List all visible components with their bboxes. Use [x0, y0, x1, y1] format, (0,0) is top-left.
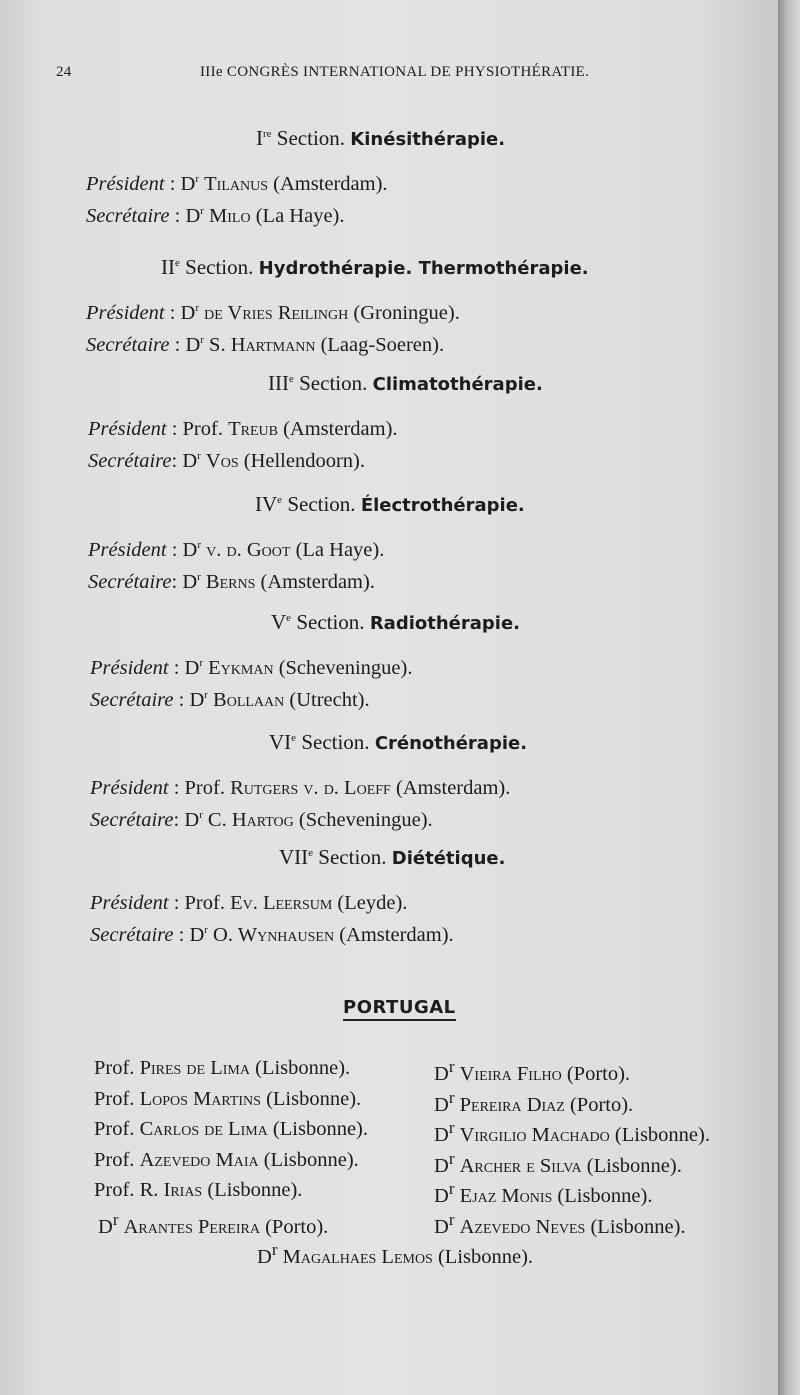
secretaire-place: (La Haye).	[255, 205, 345, 227]
president-name: Ev. Leersum	[230, 892, 333, 914]
president-title: D	[182, 539, 198, 561]
president-place: (Amsterdam).	[395, 777, 511, 799]
member-name: Ejaz Monis	[459, 1184, 553, 1207]
member-place: (Lisbonne).	[614, 1123, 710, 1146]
president-role: Président	[90, 777, 169, 799]
president-line	[86, 173, 388, 196]
member-title: D	[98, 1215, 113, 1238]
secretaire-role: Secrétaire	[90, 809, 174, 831]
member-name: Azevedo Neves	[459, 1215, 586, 1238]
secretaire-line	[90, 924, 454, 947]
president-place: (La Haye).	[295, 539, 385, 561]
member-title: Prof.	[94, 1179, 135, 1201]
president-title-sup: r	[195, 302, 200, 315]
president-title: D	[184, 657, 200, 679]
secretaire-place: (Amsterdam).	[260, 571, 375, 593]
secretaire-place: (Laag-Soeren).	[320, 334, 445, 356]
member-name: Carlos de Lima	[139, 1118, 268, 1140]
section-name: Crénothérapie.	[374, 733, 528, 754]
member-title: Prof.	[94, 1057, 135, 1079]
member-place: (Lisbonne).	[263, 1148, 359, 1171]
president-sep: :	[168, 657, 185, 679]
section-heading	[279, 845, 505, 870]
secretaire-title-sup: r	[197, 571, 201, 584]
section-name: Radiothérapie.	[369, 613, 520, 634]
section-heading	[161, 255, 589, 280]
section-heading	[256, 126, 505, 151]
member-place: (Lisbonne).	[586, 1154, 682, 1177]
page-edge-shadow	[778, 0, 800, 1395]
member-right	[434, 1118, 710, 1147]
secretaire-name: Berns	[205, 571, 256, 593]
section-name: Climatothérapie.	[372, 374, 543, 395]
member-place: (Porto).	[566, 1062, 631, 1085]
section-name: Kinésithérapie.	[350, 129, 506, 150]
secretaire-role: Secrétaire	[88, 571, 172, 593]
section-number-sup: re	[263, 128, 272, 140]
president-name: Rutgers v. d. Loeff	[230, 777, 391, 799]
secretaire-line	[90, 809, 433, 832]
country-heading: PORTUGAL	[343, 997, 456, 1021]
secretaire-sep: :	[171, 450, 183, 472]
president-name: Treub	[228, 418, 278, 440]
section-word: Section.	[301, 730, 370, 754]
section-number-sup: e	[277, 494, 283, 506]
secretaire-title-sup: r	[204, 689, 208, 702]
secretaire-title: D	[185, 334, 201, 356]
member-title-sup: r	[448, 1179, 455, 1198]
secretaire-name: C. Hartog	[207, 809, 294, 831]
president-sep: :	[168, 777, 185, 799]
section-word: Section.	[318, 845, 387, 869]
secretaire-name: O. Wynhausen	[213, 924, 335, 946]
president-title: Prof.	[182, 418, 223, 440]
secretaire-title-sup: r	[197, 450, 201, 463]
member-title-sup: r	[448, 1057, 455, 1076]
member-title: D	[434, 1093, 449, 1116]
president-place: (Amsterdam).	[273, 173, 388, 195]
president-line	[86, 302, 460, 325]
member-place: (Lisbonne).	[557, 1184, 653, 1207]
member-title-sup: r	[112, 1209, 119, 1229]
member-name: Virgilio Machado	[459, 1123, 610, 1146]
president-line	[90, 777, 510, 800]
secretaire-sep: :	[173, 924, 190, 946]
secretaire-role: Secrétaire	[90, 924, 174, 946]
section-number-sup: e	[286, 612, 292, 624]
section-word: Section.	[287, 492, 356, 516]
secretaire-title: D	[189, 924, 205, 946]
president-title: Prof.	[184, 892, 225, 914]
member-title: Prof.	[94, 1118, 135, 1140]
member-name: Lopos Martins	[139, 1087, 261, 1110]
secretaire-line	[86, 334, 444, 357]
member-right	[434, 1057, 630, 1086]
president-role: Président	[88, 418, 167, 440]
member-right	[434, 1179, 652, 1208]
section-number-sup: e	[308, 847, 314, 859]
secretaire-title-sup: r	[199, 809, 203, 822]
section-name: Électrothérapie.	[360, 495, 525, 516]
secretaire-sep: :	[173, 689, 190, 711]
president-title: D	[180, 302, 196, 324]
secretaire-place: (Hellendoorn).	[243, 450, 365, 472]
member-title-sup: r	[448, 1209, 455, 1229]
member-left	[94, 1179, 302, 1202]
member-place: (Lisbonne).	[255, 1057, 351, 1079]
member-title: D	[257, 1245, 272, 1268]
president-line	[88, 539, 384, 562]
secretaire-line	[90, 689, 370, 712]
president-sep: :	[166, 539, 183, 561]
president-title-sup: r	[197, 539, 202, 552]
section-number: VI	[269, 730, 292, 754]
member-title-sup: r	[448, 1148, 455, 1168]
member-right	[434, 1210, 686, 1239]
president-role: Président	[88, 539, 167, 561]
president-sep: :	[164, 302, 181, 324]
section-number: I	[256, 126, 263, 150]
member-title-sup: r	[271, 1240, 278, 1259]
secretaire-title: D	[185, 205, 201, 227]
secretaire-place: (Amsterdam).	[339, 924, 454, 946]
section-number: VII	[279, 845, 309, 869]
member-place: (Lisbonne).	[207, 1179, 303, 1201]
section-heading	[255, 492, 525, 517]
member-name: Archer e Silva	[459, 1154, 582, 1177]
running-title: IIIe CONGRÈS INTERNATIONAL DE PHYSIOTHÉRATIE.	[200, 64, 590, 80]
member-name: Magalhaes Lemos	[282, 1245, 433, 1268]
secretaire-role: Secrétaire	[90, 689, 174, 711]
president-name: Tilanus	[204, 173, 268, 195]
president-line	[88, 418, 398, 441]
member-title: Prof.	[94, 1087, 135, 1110]
member-title: D	[434, 1184, 449, 1207]
member-title: D	[434, 1154, 449, 1177]
president-line	[90, 892, 407, 915]
section-number: II	[161, 255, 175, 279]
member-left	[94, 1149, 359, 1172]
secretaire-name: S. Hartmann	[209, 334, 316, 356]
section-heading	[268, 371, 543, 396]
section-number-sup: e	[288, 373, 294, 385]
section-name: Hydrothérapie. Thermothérapie.	[258, 258, 589, 279]
member-name: Arantes Pereira	[123, 1215, 260, 1238]
section-number-sup: e	[291, 732, 297, 744]
president-name: de Vries Reilingh	[204, 302, 349, 324]
member-last	[257, 1240, 533, 1269]
secretaire-name: Milo	[209, 205, 251, 227]
president-place: (Scheveningue).	[278, 657, 413, 679]
member-name: R. Irias	[139, 1179, 203, 1201]
member-left	[94, 1088, 361, 1111]
section-word: Section.	[185, 255, 254, 279]
secretaire-place: (Scheveningue).	[298, 809, 433, 831]
section-number: III	[268, 371, 289, 395]
member-name: Pereira Diaz	[459, 1093, 565, 1116]
member-left	[98, 1210, 328, 1239]
member-right	[434, 1149, 682, 1178]
president-name: v. d. Goot	[206, 539, 291, 561]
secretaire-title: D	[189, 689, 205, 711]
president-sep: :	[164, 173, 181, 195]
member-title: D	[434, 1062, 449, 1085]
secretaire-title: D	[184, 809, 200, 831]
secretaire-line	[88, 571, 375, 594]
secretaire-title-sup: r	[200, 334, 204, 347]
president-line	[90, 657, 412, 680]
president-role: Président	[90, 892, 169, 914]
member-place: (Lisbonne).	[272, 1118, 368, 1140]
section-word: Section.	[276, 126, 346, 150]
president-title: Prof.	[184, 777, 225, 799]
member-title-sup: r	[448, 1118, 455, 1137]
president-place: (Amsterdam).	[283, 418, 398, 440]
section-number-sup: e	[175, 257, 180, 269]
member-title: Prof.	[94, 1148, 135, 1171]
member-title: D	[434, 1123, 449, 1146]
section-heading	[269, 730, 527, 755]
member-left	[94, 1057, 350, 1080]
president-place: (Leyde).	[337, 892, 408, 914]
secretaire-role: Secrétaire	[86, 205, 170, 227]
member-title-sup: r	[448, 1087, 455, 1107]
secretaire-place: (Utrecht).	[289, 689, 370, 711]
president-place: (Groningue).	[353, 302, 460, 324]
member-name: Pires de Lima	[139, 1057, 250, 1079]
member-name: Vieira Filho	[459, 1062, 562, 1085]
member-place: (Lisbonne).	[437, 1245, 534, 1268]
member-name: Azevedo Maia	[139, 1148, 259, 1171]
secretaire-sep: :	[169, 334, 186, 356]
secretaire-title: D	[182, 450, 198, 472]
member-place: (Lisbonne).	[266, 1087, 362, 1110]
section-heading	[271, 610, 520, 635]
president-title-sup: r	[195, 173, 200, 186]
president-title-sup: r	[199, 657, 204, 670]
section-word: Section.	[296, 610, 365, 634]
secretaire-name: Bollaan	[213, 689, 285, 711]
secretaire-role: Secrétaire	[86, 334, 170, 356]
section-name: Diététique.	[391, 848, 506, 869]
president-role: Président	[90, 657, 169, 679]
secretaire-title: D	[182, 571, 198, 593]
president-sep: :	[166, 418, 183, 440]
president-role: Président	[86, 173, 165, 195]
president-name: Eykman	[208, 657, 274, 679]
president-sep: :	[168, 892, 185, 914]
section-word: Section.	[299, 371, 368, 395]
president-role: Président	[86, 302, 165, 324]
member-place: (Porto).	[265, 1215, 329, 1238]
secretaire-title-sup: r	[204, 924, 208, 937]
secretaire-title-sup: r	[200, 205, 204, 218]
secretaire-role: Secrétaire	[88, 450, 172, 472]
member-left	[94, 1118, 368, 1141]
member-place: (Lisbonne).	[590, 1215, 686, 1238]
secretaire-sep: :	[169, 205, 186, 227]
member-title: D	[434, 1215, 449, 1238]
secretaire-line	[88, 450, 365, 473]
member-right	[434, 1088, 633, 1117]
secretaire-sep: :	[173, 809, 185, 831]
secretaire-sep: :	[171, 571, 183, 593]
section-number: IV	[255, 492, 278, 516]
secretaire-line	[86, 205, 345, 228]
section-number: V	[271, 610, 287, 634]
member-place: (Porto).	[569, 1093, 634, 1116]
secretaire-name: Vos	[205, 450, 239, 472]
president-title: D	[180, 173, 196, 195]
page-number: 24	[56, 64, 72, 80]
